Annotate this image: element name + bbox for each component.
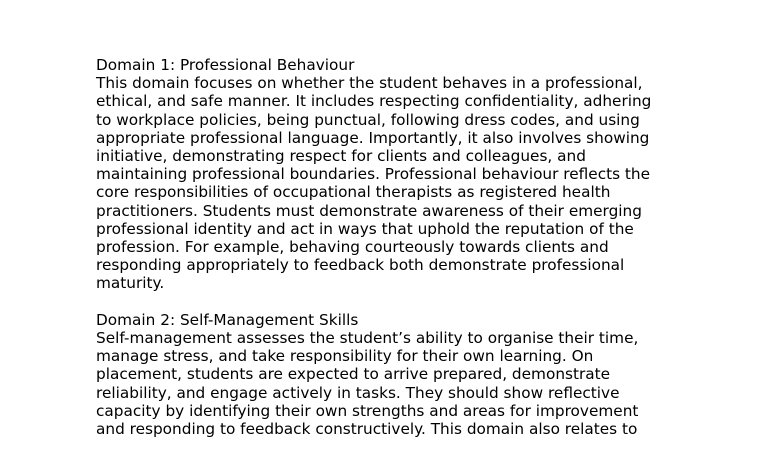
section-body xyxy=(96,74,776,292)
section-heading: Domain 1: Professional Behaviour xyxy=(96,56,355,74)
body-line: maintaining professional boundaries. Professional behaviour reflects the xyxy=(96,165,651,184)
body-line: reliability, and engage actively in tasks. They should show reflective xyxy=(96,383,620,402)
body-line: manage stress, and take responsibility for their own learning. On xyxy=(96,347,594,366)
section-heading: Domain 2: Self-Management Skills xyxy=(96,310,359,329)
document-page xyxy=(96,56,776,456)
body-line: core responsibilities of occupational therapists as registered health xyxy=(96,183,611,202)
body-line: Self-management assesses the student’s ability to organise their time, xyxy=(96,329,639,348)
section-domain-2 xyxy=(96,311,776,438)
section-domain-1 xyxy=(96,56,776,293)
section-body xyxy=(96,329,776,438)
body-line: ethical, and safe manner. It includes respecting confidentiality, adhering xyxy=(96,92,652,111)
body-line: to workplace policies, being punctual, following dress codes, and using xyxy=(96,110,640,129)
body-line: appropriate professional language. Importantly, it also involves showing xyxy=(96,128,650,147)
body-line: profession. For example, behaving courteously towards clients and xyxy=(96,238,609,257)
body-line: responding appropriately to feedback both demonstrate professional xyxy=(96,256,625,275)
body-line: capacity by identifying their own strengths and areas for improvement xyxy=(96,401,639,420)
body-line: maturity. xyxy=(96,274,165,293)
body-line: This domain focuses on whether the student behaves in a professional, xyxy=(96,74,643,93)
body-line: professional identity and act in ways that uphold the reputation of the xyxy=(96,219,634,238)
body-line: initiative, demonstrating respect for clients and colleagues, and xyxy=(96,147,586,166)
body-line: and responding to feedback constructively. This domain also relates to xyxy=(96,420,638,439)
body-line: practitioners. Students must demonstrate awareness of their emerging xyxy=(96,201,642,220)
body-line: placement, students are expected to arrive prepared, demonstrate xyxy=(96,365,611,384)
